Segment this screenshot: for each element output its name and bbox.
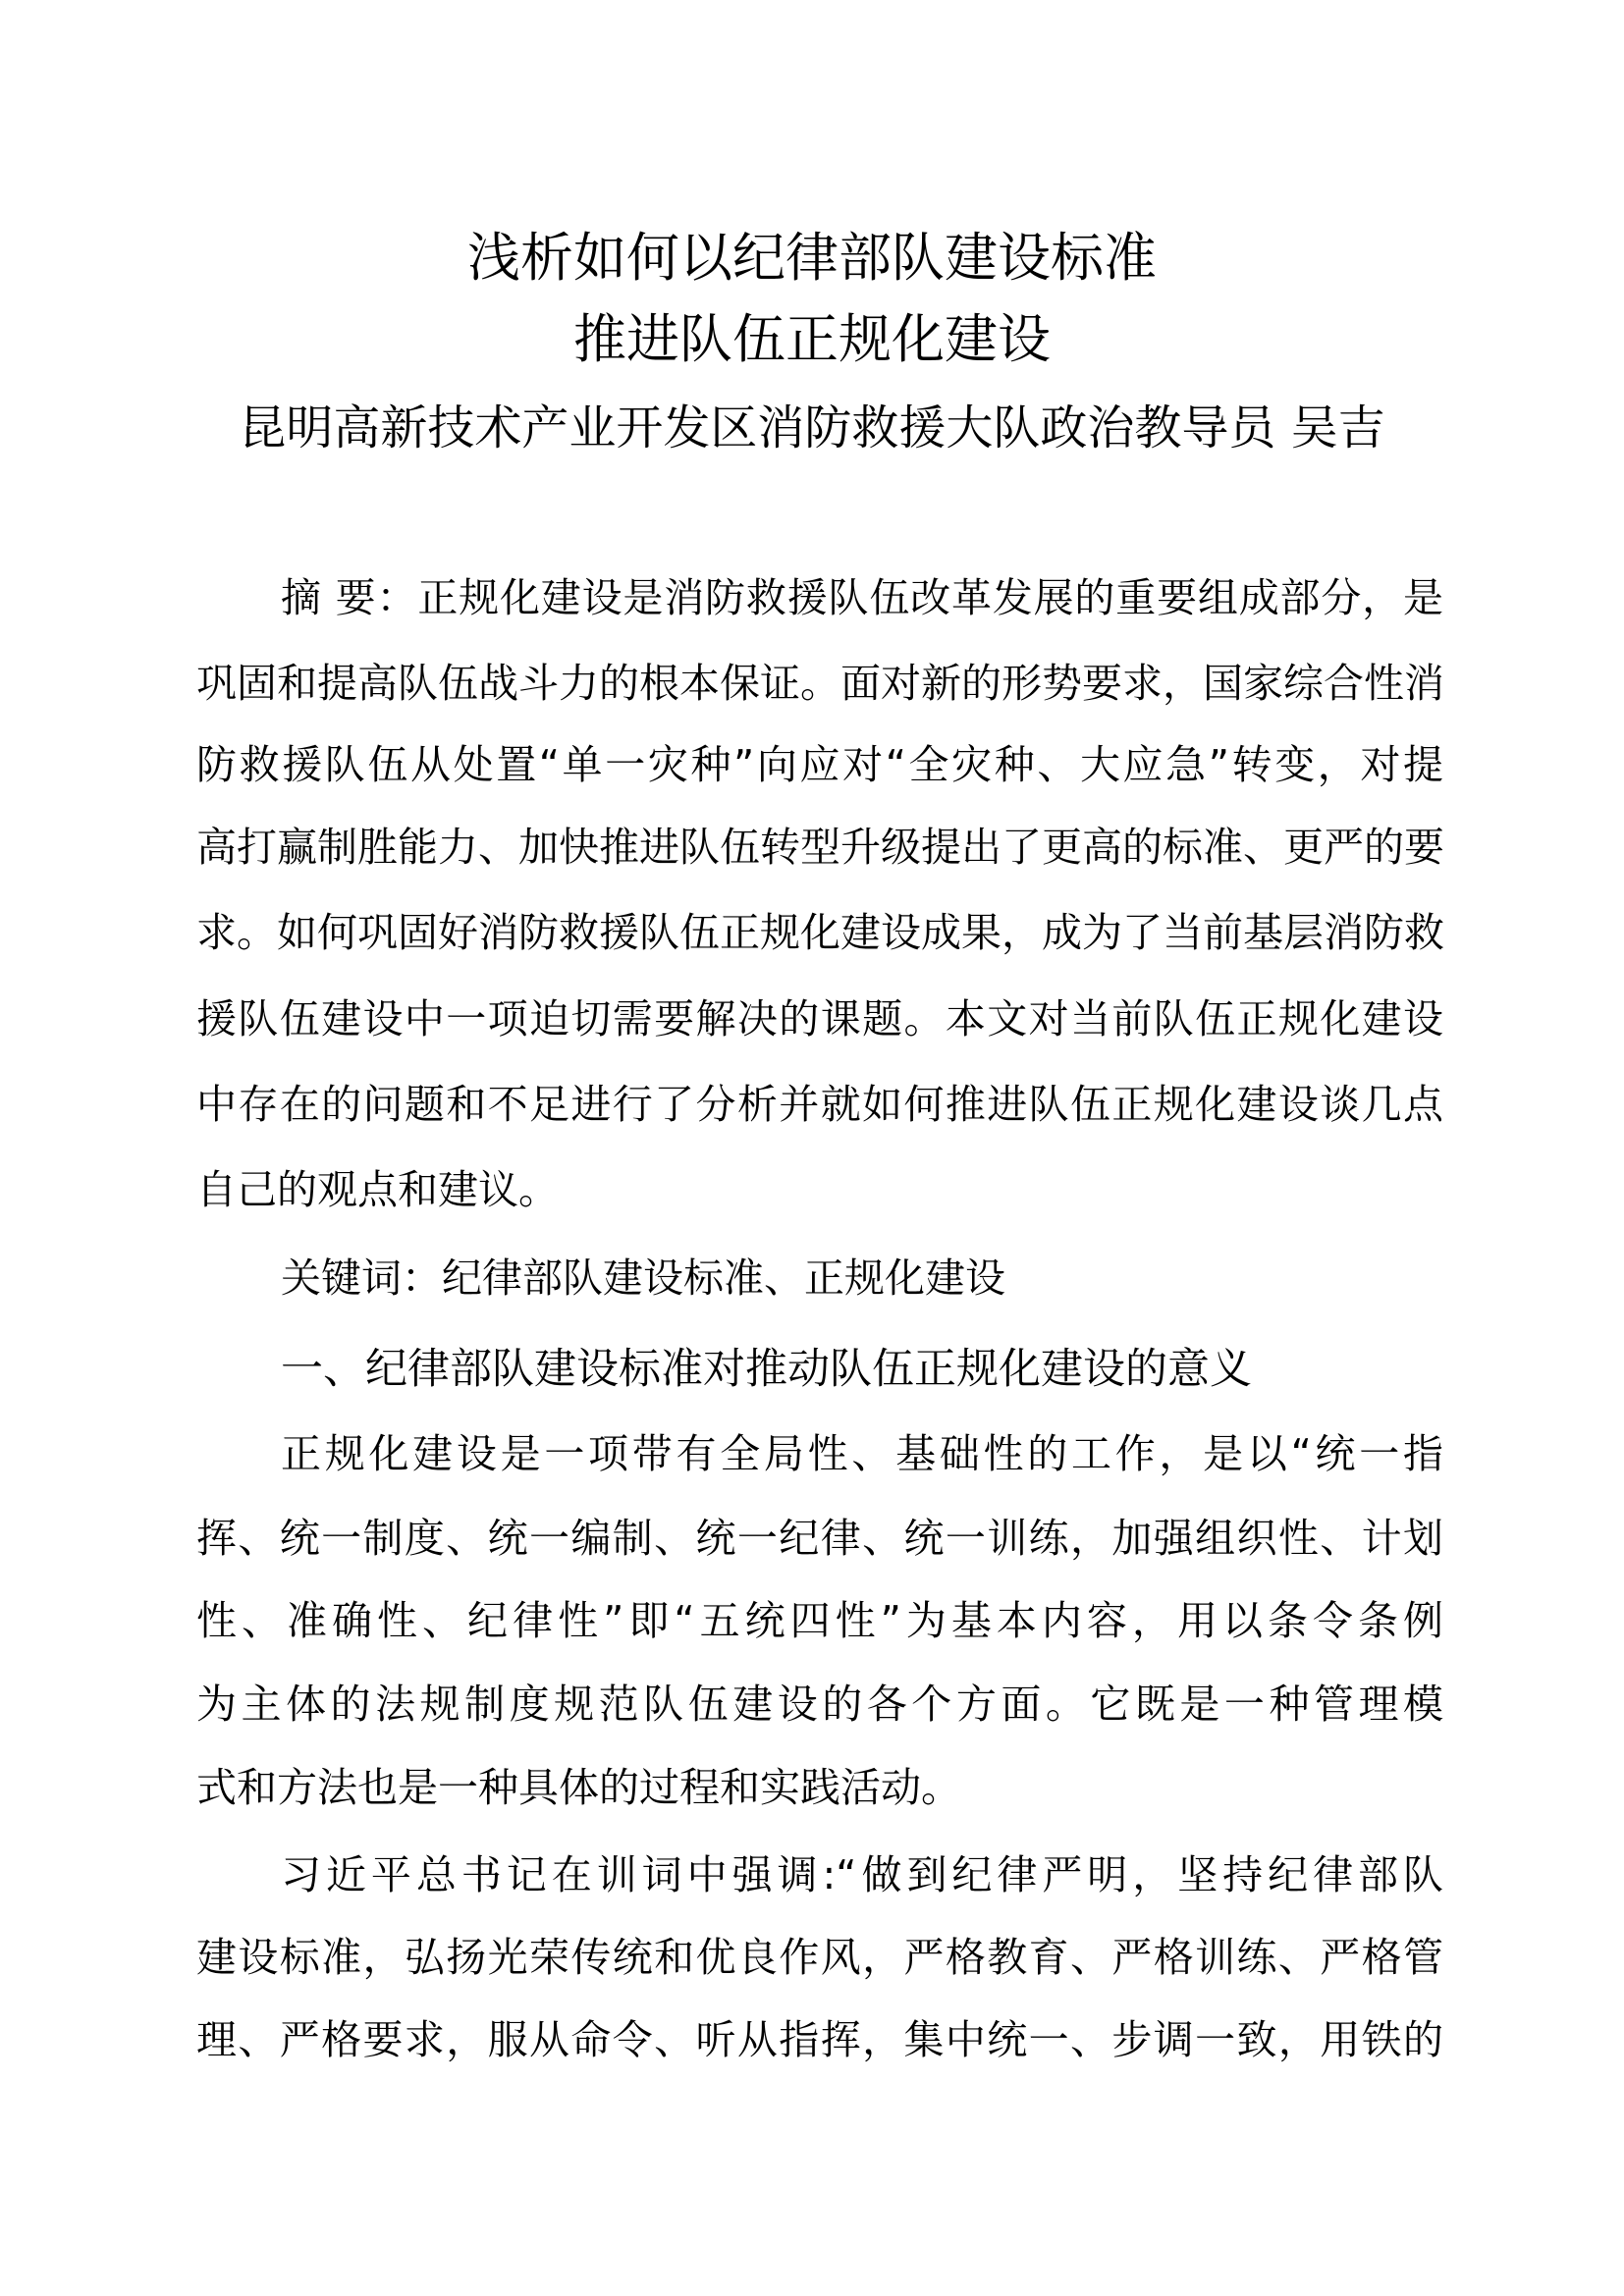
title-line-2: 推进队伍正规化建设 [573,308,1051,370]
section-heading: 一、纪律部队建设标准对推动队伍正规化建设的意义 [281,1345,1252,1394]
abstract-line: 中存在的问题和不足进行了分析并就如何推进队伍正规化建设谈几点 [196,1081,1443,1128]
abstract-line: 自己的观点和建议。 [196,1166,559,1213]
author-line: 昆明高新技术产业开发区消防救援大队政治教导员 吴吉 [239,400,1385,455]
paragraph-line: 为主体的法规制度规范队伍建设的各个方面。它既是一种管理模 [196,1681,1443,1728]
paragraph-line: 性、准确性、纪律性”即“五统四性”为基本内容，用以条令条例 [196,1597,1443,1644]
abstract-line: 援队伍建设中一项迫切需要解决的课题。本文对当前队伍正规化建设 [196,995,1443,1042]
paragraph-line: 习近平总书记在训词中强调:“做到纪律严明，坚持纪律部队 [281,1851,1443,1898]
title-line-1: 浅析如何以纪律部队建设标准 [467,227,1157,289]
abstract-line: 高打赢制胜能力、加快推进队伍转型升级提出了更高的标准、更严的要 [196,824,1444,871]
paragraph-line: 理、严格要求，服从命令、听从指挥，集中统一、步调一致，用铁的 [196,2016,1443,2063]
abstract-line: 巩固和提高队伍战斗力的根本保证。面对新的形势要求，国家综合性消 [196,660,1444,707]
paragraph-line: 挥、统一制度、统一编制、统一纪律、统一训练，加强组织性、计划 [196,1515,1443,1562]
abstract-line: 摘 要：正规化建设是消防救援队伍改革发展的重要组成部分，是 [281,574,1443,621]
paragraph-line: 建设标准，弘扬光荣传统和优良作风，严格教育、严格训练、严格管 [196,1934,1443,1981]
paragraph-line: 正规化建设是一项带有全局性、基础性的工作，是以“统一指 [281,1430,1443,1477]
paragraph-line: 式和方法也是一种具体的过程和实践活动。 [196,1764,961,1811]
abstract-line: 防救援队伍从处置“单一灾种”向应对“全灾种、大应急”转变，对提 [196,741,1443,788]
keywords: 关键词：纪律部队建设标准、正规化建设 [281,1255,1005,1302]
abstract-line: 求。如何巩固好消防救援队伍正规化建设成果，成为了当前基层消防救 [196,909,1444,956]
